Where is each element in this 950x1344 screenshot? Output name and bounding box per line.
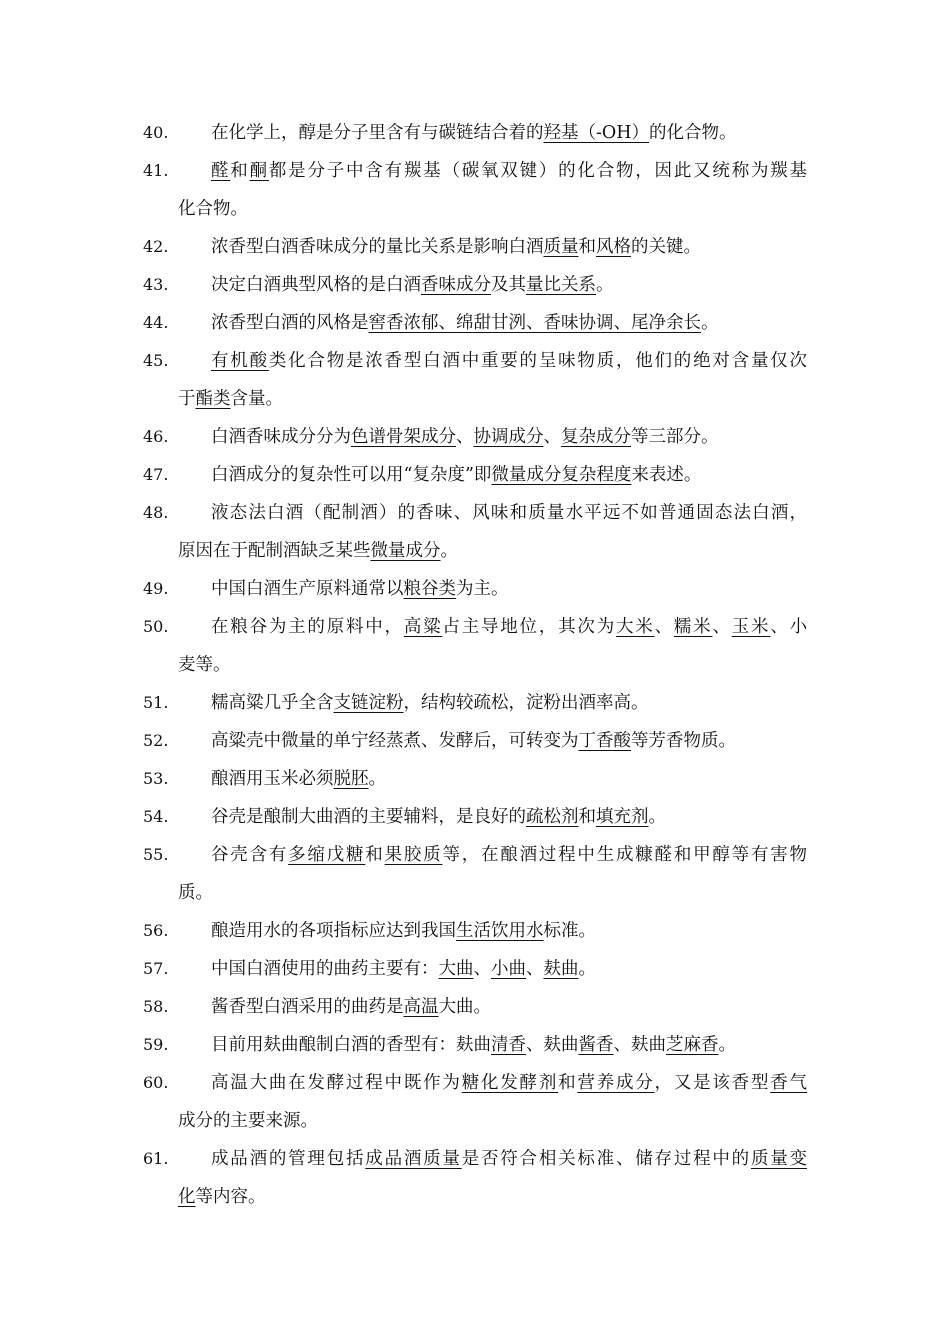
answer-blank: 质量变 — [750, 1149, 808, 1169]
item-number: 59. — [143, 1035, 169, 1054]
text-run: 于 — [178, 389, 196, 409]
text-run: 糯高粱几乎全含 — [211, 693, 334, 713]
text-run: 、小 — [770, 617, 808, 637]
text-run: 、 — [543, 427, 561, 447]
item-text-continued — [178, 532, 458, 570]
answer-blank: 多缩戊糖 — [288, 845, 366, 865]
item-text — [211, 494, 807, 532]
item-number: 60. — [143, 1073, 169, 1092]
text-run: 酿酒用玉米必须 — [211, 769, 334, 789]
item-text-continued — [178, 874, 213, 912]
item-text — [211, 722, 736, 760]
text-run: 决定白酒典型风格的是白酒 — [211, 275, 421, 295]
text-run: 、麸曲 — [613, 1035, 666, 1055]
list-item — [0, 760, 950, 798]
item-text — [211, 950, 596, 988]
text-run: 、 — [526, 959, 544, 979]
answer-blank: 营养成分 — [577, 1073, 655, 1093]
item-text-continued — [178, 1102, 318, 1140]
answer-blank: 果胶质 — [384, 845, 443, 865]
answer-blank: 芝麻香 — [666, 1035, 719, 1055]
text-run: 和 — [578, 237, 596, 257]
item-text — [211, 684, 649, 722]
list-item — [0, 342, 950, 418]
answer-blank: 有机酸 — [211, 351, 269, 371]
text-run: 和 — [230, 161, 250, 181]
answer-blank: 糯米 — [673, 617, 713, 637]
text-run: 原因在于配制酒缺乏某些 — [178, 541, 371, 561]
text-run: 都是分子中含有羰基（碳氧双键）的化合物，因此又统称为羰基 — [268, 161, 808, 181]
item-number: 47. — [143, 465, 169, 484]
answer-blank: 麸曲 — [543, 959, 579, 979]
item-text-continued — [178, 190, 248, 228]
item-text — [211, 608, 807, 646]
item-text — [211, 988, 491, 1026]
text-run: 、麸曲 — [526, 1035, 579, 1055]
answer-blank: 复杂成分 — [561, 427, 631, 447]
text-run: 的化合物。 — [649, 123, 737, 143]
text-run: 。 — [701, 313, 719, 333]
item-text — [211, 912, 596, 950]
item-text — [211, 266, 614, 304]
answer-blank: 小曲 — [491, 959, 526, 979]
text-run: 、 — [456, 427, 474, 447]
list-item — [0, 836, 950, 912]
list-item — [0, 684, 950, 722]
text-run: ，结构较疏松，淀粉出酒率高。 — [403, 693, 649, 713]
item-text — [211, 1140, 807, 1178]
text-run: 在粮谷为主的原料中， — [211, 617, 404, 637]
item-number: 46. — [143, 427, 169, 446]
list-item — [0, 988, 950, 1026]
text-run: 白酒成分的复杂性可以用“复杂度”即 — [211, 465, 492, 485]
answer-blank: 支链淀粉 — [333, 693, 404, 713]
text-run: 酿造用水的各项指标应达到我国 — [211, 921, 456, 941]
text-run: 在化学上，醇是分子里含有与碳链结合着的 — [211, 123, 544, 143]
answer-blank: 质量 — [543, 237, 579, 257]
text-run: 及其 — [491, 275, 526, 295]
text-run: 是否符合相关标准、储存过程中的 — [461, 1149, 751, 1169]
text-run: 成品酒的管理包括 — [211, 1149, 366, 1169]
list-item — [0, 494, 950, 570]
text-run: 质。 — [178, 883, 213, 903]
text-run: 。 — [648, 807, 666, 827]
text-run: 谷壳是酿制大曲酒的主要辅料，是良好的 — [211, 807, 526, 827]
answer-blank: 香味成分 — [421, 275, 491, 295]
item-number: 51. — [143, 693, 169, 712]
text-run: 。 — [718, 1035, 736, 1055]
text-run: 麦等。 — [178, 655, 231, 675]
item-text-continued — [178, 380, 283, 418]
list-item — [0, 1026, 950, 1064]
answer-blank: 微量成分复杂程度 — [491, 465, 632, 485]
item-number: 48. — [143, 503, 169, 522]
item-number: 43. — [143, 275, 169, 294]
item-number: 40. — [143, 123, 169, 142]
answer-blank: 量比关系 — [526, 275, 596, 295]
answer-blank: 清香 — [491, 1035, 526, 1055]
item-number: 61. — [143, 1149, 169, 1168]
answer-blank: 糖化发酵剂 — [461, 1073, 559, 1093]
item-number: 50. — [143, 617, 169, 636]
text-run: ，又是该香型 — [654, 1073, 771, 1093]
text-run: 含量。 — [230, 389, 283, 409]
item-number: 54. — [143, 807, 169, 826]
list-item — [0, 912, 950, 950]
answer-blank: 高粱 — [403, 617, 443, 637]
item-text — [211, 456, 701, 494]
text-run: 标准。 — [543, 921, 596, 941]
answer-blank: 大米 — [615, 617, 655, 637]
list-item — [0, 950, 950, 988]
text-run: 占主导地位，其次为 — [442, 617, 616, 637]
text-run: 等，在酿酒过程中生成糠醛和甲醇等有害物 — [442, 845, 808, 865]
answer-blank: 疏松剂 — [526, 807, 579, 827]
text-run: 、 — [654, 617, 674, 637]
text-run: 高温大曲在发酵过程中既作为 — [211, 1073, 462, 1093]
answer-blank: 微量成分 — [370, 541, 441, 561]
text-run: 大曲。 — [438, 997, 491, 1017]
item-text — [211, 114, 737, 152]
text-run: 、 — [473, 959, 491, 979]
text-run: 目前用麸曲酿制白酒的香型有：麸曲 — [211, 1035, 491, 1055]
text-run: 和 — [365, 845, 385, 865]
list-item — [0, 722, 950, 760]
item-number: 45. — [143, 351, 169, 370]
item-text — [211, 152, 807, 190]
text-run: 中国白酒生产原料通常以 — [211, 579, 404, 599]
answer-blank: 成品酒质量 — [365, 1149, 462, 1169]
item-text — [211, 342, 807, 380]
item-text — [211, 1064, 807, 1102]
list-item — [0, 266, 950, 304]
list-item — [0, 608, 950, 684]
text-run: 中国白酒使用的曲药主要有： — [211, 959, 439, 979]
answer-blank: 窖香浓郁、绵甜甘洌、香味协调、尾净余长 — [368, 313, 701, 333]
text-run: 等芳香物质。 — [631, 731, 736, 751]
item-text — [211, 418, 719, 456]
answer-blank: 大曲 — [438, 959, 474, 979]
item-number: 57. — [143, 959, 169, 978]
text-run: 的关键。 — [631, 237, 701, 257]
answer-blank: 化 — [178, 1187, 196, 1207]
item-text — [211, 836, 807, 874]
item-text — [211, 304, 719, 342]
list-item — [0, 152, 950, 228]
item-text-continued — [178, 646, 231, 684]
list-item — [0, 228, 950, 266]
text-run: 。 — [578, 959, 596, 979]
answer-blank: 玉米 — [731, 617, 771, 637]
item-text — [211, 1026, 736, 1064]
item-number: 53. — [143, 769, 169, 788]
item-text-continued — [178, 1178, 266, 1216]
answer-blank: 色谱骨架成分 — [351, 427, 456, 447]
text-run: 类化合物是浓香型白酒中重要的呈味物质，他们的绝对含量仅次 — [268, 351, 808, 371]
text-run: 等内容。 — [195, 1187, 266, 1207]
list-item — [0, 418, 950, 456]
answer-blank: 醛 — [211, 161, 231, 181]
answer-blank: 脱胚 — [333, 769, 369, 789]
text-run: 浓香型白酒香味成分的量比关系是影响白酒 — [211, 237, 544, 257]
answer-blank: 香气 — [770, 1073, 808, 1093]
item-number: 55. — [143, 845, 169, 864]
text-run: 等三部分。 — [631, 427, 719, 447]
text-run: 和 — [578, 807, 596, 827]
list-item — [0, 114, 950, 152]
list-item — [0, 304, 950, 342]
text-run: 高粱壳中微量的单宁经蒸煮、发酵后，可转变为 — [211, 731, 579, 751]
list-item — [0, 798, 950, 836]
list-item — [0, 570, 950, 608]
item-text — [211, 760, 386, 798]
text-run: 成分的主要来源。 — [178, 1111, 318, 1131]
item-number: 41. — [143, 161, 169, 180]
item-number: 42. — [143, 237, 169, 256]
text-run: 来表述。 — [631, 465, 702, 485]
item-text — [211, 228, 701, 266]
text-run: 浓香型白酒的风格是 — [211, 313, 369, 333]
answer-blank: 生活饮用水 — [456, 921, 544, 941]
text-run: 液态法白酒（配制酒）的香味、风味和质量水平远不如普通固态法白酒， — [211, 503, 807, 523]
list-item — [0, 1064, 950, 1140]
list-item — [0, 1140, 950, 1216]
text-run: 白酒香味成分分为 — [211, 427, 351, 447]
item-number: 44. — [143, 313, 169, 332]
text-run: 谷壳含有 — [211, 845, 289, 865]
answer-blank: 风格 — [596, 237, 631, 257]
answer-blank: 酮 — [249, 161, 269, 181]
answer-blank: 羟基（-OH） — [543, 123, 650, 143]
answer-blank: 丁香酸 — [578, 731, 631, 751]
answer-blank: 粮谷类 — [403, 579, 456, 599]
text-run: 、 — [712, 617, 732, 637]
item-text — [211, 570, 509, 608]
text-run: 为主。 — [456, 579, 509, 599]
text-run: 。 — [368, 769, 386, 789]
item-number: 58. — [143, 997, 169, 1016]
text-run: 。 — [440, 541, 458, 561]
item-number: 49. — [143, 579, 169, 598]
text-run: 酱香型白酒采用的曲药是 — [211, 997, 404, 1017]
item-number: 56. — [143, 921, 169, 940]
item-number: 52. — [143, 731, 169, 750]
answer-blank: 填充剂 — [596, 807, 649, 827]
text-run: 。 — [596, 275, 614, 295]
answer-blank: 酱香 — [578, 1035, 614, 1055]
answer-blank: 高温 — [403, 997, 439, 1017]
item-text — [211, 798, 666, 836]
answer-blank: 协调成分 — [473, 427, 544, 447]
answer-blank: 酯类 — [195, 389, 231, 409]
text-run: 化合物。 — [178, 199, 248, 219]
list-item — [0, 456, 950, 494]
text-run: 和 — [558, 1073, 578, 1093]
